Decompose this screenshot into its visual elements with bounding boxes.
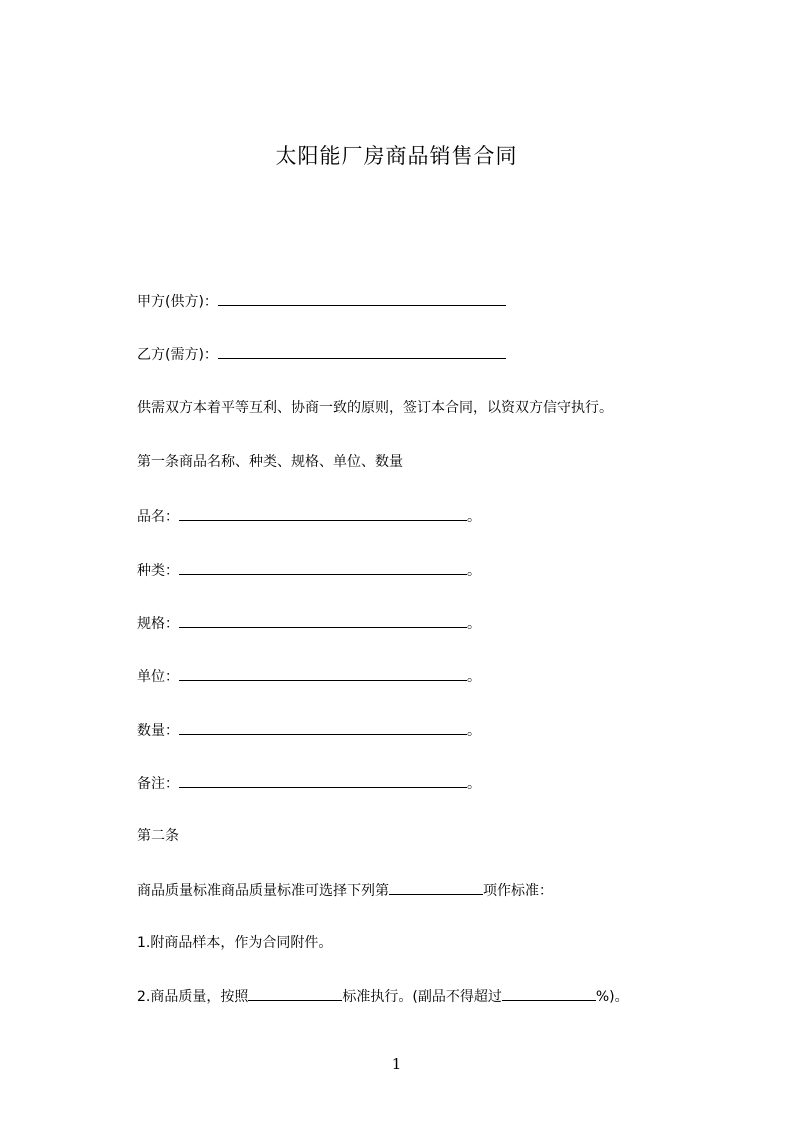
field-remarks-line [137, 773, 481, 794]
field-blank[interactable] [179, 773, 467, 788]
field-blank[interactable] [179, 666, 467, 681]
field-label: 品名： [137, 509, 179, 525]
page-number: 1 [391, 1055, 402, 1073]
item2-part-b: 标准执行。(副品不得超过 [342, 989, 502, 1005]
field-blank[interactable] [179, 720, 467, 735]
field-label: 规格： [137, 616, 179, 632]
field-blank[interactable] [179, 560, 467, 575]
item1-paragraph: 1.附商品样本，作为合同附件。 [137, 935, 333, 951]
item2-line [137, 986, 629, 1007]
quality-option-blank[interactable] [389, 880, 483, 895]
field-quantity-line [137, 720, 481, 741]
field-spec-line [137, 613, 481, 634]
field-blank[interactable] [179, 506, 467, 521]
field-end: 。 [467, 563, 481, 579]
document-title: 太阳能厂房商品销售合同 [275, 144, 518, 168]
field-name-line [137, 506, 481, 527]
field-label: 种类： [137, 563, 179, 579]
field-label: 数量： [137, 723, 179, 739]
field-end: 。 [467, 616, 481, 632]
field-end: 。 [467, 509, 481, 525]
quality-intro-before: 商品质量标准商品质量标准可选择下列第 [137, 883, 389, 899]
item2-part-c: %)。 [595, 989, 629, 1005]
party-b-blank[interactable] [218, 344, 506, 359]
standard-blank[interactable] [248, 986, 342, 1001]
field-end: 。 [467, 669, 481, 685]
field-label: 备注： [137, 776, 179, 792]
intro-paragraph: 供需双方本着平等互利、协商一致的原则，签订本合同，以资双方信守执行。 [137, 400, 613, 416]
field-label: 单位： [137, 669, 179, 685]
item2-part-a: 2.商品质量，按照 [137, 989, 249, 1005]
field-end: 。 [467, 776, 481, 792]
party-a-blank[interactable] [218, 291, 506, 306]
quality-intro-line [137, 880, 553, 901]
defect-percent-blank[interactable] [502, 986, 596, 1001]
party-a-label: 甲方(供方)： [137, 294, 218, 310]
party-b-line [137, 344, 506, 365]
field-type-line [137, 560, 481, 581]
party-b-label: 乙方(需方)： [137, 347, 218, 363]
party-a-line [137, 291, 506, 312]
quality-intro-after: 项作标准： [483, 883, 553, 899]
field-end: 。 [467, 723, 481, 739]
article2-heading: 第二条 [137, 828, 179, 844]
article1-heading: 第一条商品名称、种类、规格、单位、数量 [137, 454, 403, 470]
field-blank[interactable] [179, 613, 467, 628]
field-unit-line [137, 666, 481, 687]
